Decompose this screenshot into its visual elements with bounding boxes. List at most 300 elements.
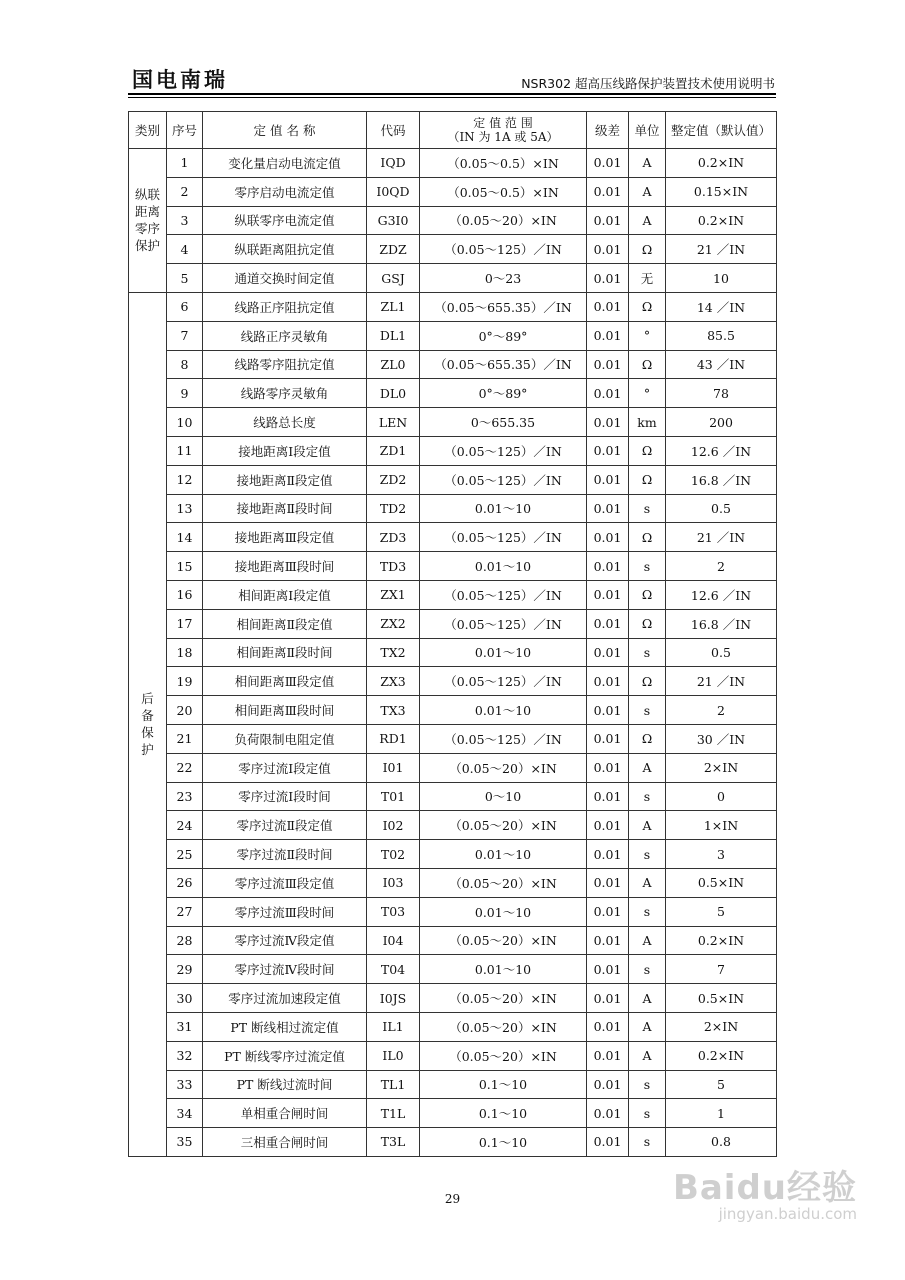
cell-index: 25 bbox=[167, 840, 203, 869]
cell-range: 0.01～10 bbox=[420, 552, 587, 581]
cell-name: 相间距离Ⅲ段定值 bbox=[203, 667, 367, 696]
table-row bbox=[129, 638, 777, 667]
table-row bbox=[129, 149, 777, 178]
table-row bbox=[129, 868, 777, 897]
cell-range: 0.1～10 bbox=[420, 1099, 587, 1128]
cell-name: 零序过流Ⅱ段定值 bbox=[203, 811, 367, 840]
cell-unit: s bbox=[629, 782, 666, 811]
cell-range: （0.05～125）／IN bbox=[420, 667, 587, 696]
cell-default: 78 bbox=[666, 379, 777, 408]
cell-code: I01 bbox=[367, 753, 420, 782]
table-row bbox=[129, 696, 777, 725]
cell-code: IL0 bbox=[367, 1041, 420, 1070]
cell-default: 5 bbox=[666, 897, 777, 926]
cell-range: （0.05～20）×IN bbox=[420, 753, 587, 782]
cell-index: 8 bbox=[167, 350, 203, 379]
cell-name: PT 断线过流时间 bbox=[203, 1070, 367, 1099]
cell-step: 0.01 bbox=[587, 206, 629, 235]
cell-step: 0.01 bbox=[587, 292, 629, 321]
cell-default: 12.6 ／IN bbox=[666, 436, 777, 465]
cell-code: ZL0 bbox=[367, 350, 420, 379]
cell-code: ZD1 bbox=[367, 436, 420, 465]
table-row bbox=[129, 465, 777, 494]
cell-default: 0.5×IN bbox=[666, 984, 777, 1013]
table-row bbox=[129, 436, 777, 465]
table-row bbox=[129, 235, 777, 264]
table-row bbox=[129, 552, 777, 581]
col-header-range-line2: （IN 为 1A 或 5A） bbox=[447, 130, 559, 144]
cell-name: PT 断线相过流定值 bbox=[203, 1012, 367, 1041]
cell-range: （0.05～0.5）×IN bbox=[420, 177, 587, 206]
cell-range: 0～10 bbox=[420, 782, 587, 811]
table-row bbox=[129, 724, 777, 753]
cell-unit: Ω bbox=[629, 609, 666, 638]
cell-step: 0.01 bbox=[587, 1041, 629, 1070]
cell-default: 10 bbox=[666, 264, 777, 293]
cell-code: DL0 bbox=[367, 379, 420, 408]
table-row bbox=[129, 984, 777, 1013]
header-rule bbox=[128, 93, 776, 95]
cell-name: 三相重合闸时间 bbox=[203, 1128, 367, 1157]
cell-index: 17 bbox=[167, 609, 203, 638]
cell-code: GSJ bbox=[367, 264, 420, 293]
cell-code: T1L bbox=[367, 1099, 420, 1128]
table-row bbox=[129, 782, 777, 811]
cell-unit: s bbox=[629, 840, 666, 869]
cell-default: 0.2×IN bbox=[666, 1041, 777, 1070]
table-row bbox=[129, 350, 777, 379]
cell-name: 零序过流Ⅲ段时间 bbox=[203, 897, 367, 926]
cell-step: 0.01 bbox=[587, 753, 629, 782]
cell-index: 28 bbox=[167, 926, 203, 955]
cell-unit: km bbox=[629, 408, 666, 437]
cell-range: （0.05～125）／IN bbox=[420, 465, 587, 494]
cell-index: 18 bbox=[167, 638, 203, 667]
cell-name: 接地距离Ⅲ段时间 bbox=[203, 552, 367, 581]
cell-unit: A bbox=[629, 984, 666, 1013]
cell-code: TX3 bbox=[367, 696, 420, 725]
cell-code: TL1 bbox=[367, 1070, 420, 1099]
cell-step: 0.01 bbox=[587, 264, 629, 293]
cell-name: 相间距离Ⅱ段时间 bbox=[203, 638, 367, 667]
cell-code: IL1 bbox=[367, 1012, 420, 1041]
cell-name: 零序过流Ⅱ段时间 bbox=[203, 840, 367, 869]
table-row bbox=[129, 753, 777, 782]
cell-name: 零序过流Ⅳ段时间 bbox=[203, 955, 367, 984]
cell-index: 21 bbox=[167, 724, 203, 753]
cell-step: 0.01 bbox=[587, 696, 629, 725]
cell-code: I0JS bbox=[367, 984, 420, 1013]
cell-default: 2×IN bbox=[666, 1012, 777, 1041]
table-row bbox=[129, 667, 777, 696]
category-cell bbox=[129, 292, 167, 1156]
cell-name: 相间距离Ⅱ段定值 bbox=[203, 609, 367, 638]
cell-code: I03 bbox=[367, 868, 420, 897]
cell-name: 线路正序灵敏角 bbox=[203, 321, 367, 350]
table-row bbox=[129, 321, 777, 350]
cell-index: 14 bbox=[167, 523, 203, 552]
brand-logo: 国电南瑞 bbox=[132, 67, 228, 92]
cell-step: 0.01 bbox=[587, 580, 629, 609]
cell-index: 19 bbox=[167, 667, 203, 696]
cell-index: 2 bbox=[167, 177, 203, 206]
table-row bbox=[129, 292, 777, 321]
cell-range: 0.1～10 bbox=[420, 1128, 587, 1157]
cell-index: 12 bbox=[167, 465, 203, 494]
cell-step: 0.01 bbox=[587, 984, 629, 1013]
cell-step: 0.01 bbox=[587, 177, 629, 206]
table-row bbox=[129, 494, 777, 523]
cell-code: G3I0 bbox=[367, 206, 420, 235]
cell-index: 20 bbox=[167, 696, 203, 725]
cell-name: 单相重合闸时间 bbox=[203, 1099, 367, 1128]
cell-range: 0～655.35 bbox=[420, 408, 587, 437]
cell-name: 接地距离Ⅱ段定值 bbox=[203, 465, 367, 494]
cell-default: 30 ／IN bbox=[666, 724, 777, 753]
cell-name: 线路零序灵敏角 bbox=[203, 379, 367, 408]
cell-range: 0.01～10 bbox=[420, 638, 587, 667]
cell-range: （0.05～655.35）／IN bbox=[420, 292, 587, 321]
cell-step: 0.01 bbox=[587, 811, 629, 840]
cell-index: 4 bbox=[167, 235, 203, 264]
table-row bbox=[129, 580, 777, 609]
cell-code: I0QD bbox=[367, 177, 420, 206]
cell-step: 0.01 bbox=[587, 465, 629, 494]
cell-step: 0.01 bbox=[587, 1070, 629, 1099]
table-row bbox=[129, 955, 777, 984]
cell-index: 16 bbox=[167, 580, 203, 609]
cell-code: T04 bbox=[367, 955, 420, 984]
cell-range: （0.05～125）／IN bbox=[420, 436, 587, 465]
cell-index: 11 bbox=[167, 436, 203, 465]
cell-step: 0.01 bbox=[587, 897, 629, 926]
cell-unit: s bbox=[629, 638, 666, 667]
cell-name: 接地距离Ⅲ段定值 bbox=[203, 523, 367, 552]
table-row bbox=[129, 1070, 777, 1099]
cell-name: PT 断线零序过流定值 bbox=[203, 1041, 367, 1070]
cell-name: 零序过流Ⅲ段定值 bbox=[203, 868, 367, 897]
cell-step: 0.01 bbox=[587, 235, 629, 264]
cell-default: 0.8 bbox=[666, 1128, 777, 1157]
cell-name: 零序启动电流定值 bbox=[203, 177, 367, 206]
cell-index: 7 bbox=[167, 321, 203, 350]
cell-unit: A bbox=[629, 811, 666, 840]
cell-code: LEN bbox=[367, 408, 420, 437]
cell-name: 相间距离Ⅲ段时间 bbox=[203, 696, 367, 725]
cell-step: 0.01 bbox=[587, 1099, 629, 1128]
cell-code: ZL1 bbox=[367, 292, 420, 321]
col-header-range-line1: 定 值 范 围 bbox=[473, 116, 533, 130]
cell-step: 0.01 bbox=[587, 149, 629, 178]
cell-range: （0.05～20）×IN bbox=[420, 1041, 587, 1070]
cell-range: （0.05～20）×IN bbox=[420, 926, 587, 955]
cell-unit: A bbox=[629, 1041, 666, 1070]
cell-range: （0.05～655.35）／IN bbox=[420, 350, 587, 379]
cell-default: 0.2×IN bbox=[666, 926, 777, 955]
cell-default: 85.5 bbox=[666, 321, 777, 350]
cell-step: 0.01 bbox=[587, 1128, 629, 1157]
table-row bbox=[129, 1041, 777, 1070]
cell-default: 0.5 bbox=[666, 638, 777, 667]
cell-index: 10 bbox=[167, 408, 203, 437]
table-row bbox=[129, 408, 777, 437]
cell-name: 零序过流Ⅰ段定值 bbox=[203, 753, 367, 782]
cell-range: 0.01～10 bbox=[420, 696, 587, 725]
cell-default: 12.6 ／IN bbox=[666, 580, 777, 609]
cell-step: 0.01 bbox=[587, 408, 629, 437]
cell-index: 31 bbox=[167, 1012, 203, 1041]
cell-step: 0.01 bbox=[587, 609, 629, 638]
cell-range: （0.05～20）×IN bbox=[420, 868, 587, 897]
cell-default: 16.8 ／IN bbox=[666, 609, 777, 638]
cell-default: 7 bbox=[666, 955, 777, 984]
header-rule-thin bbox=[128, 97, 776, 98]
cell-unit: A bbox=[629, 206, 666, 235]
cell-range: 0°～89° bbox=[420, 321, 587, 350]
cell-range: 0.01～10 bbox=[420, 840, 587, 869]
watermark bbox=[673, 1160, 857, 1223]
cell-name: 负荷限制电阻定值 bbox=[203, 724, 367, 753]
cell-unit: Ω bbox=[629, 523, 666, 552]
table-row bbox=[129, 897, 777, 926]
cell-range: （0.05～20）×IN bbox=[420, 206, 587, 235]
cell-index: 26 bbox=[167, 868, 203, 897]
table-row bbox=[129, 177, 777, 206]
cell-unit: ° bbox=[629, 379, 666, 408]
cell-range: 0°～89° bbox=[420, 379, 587, 408]
cell-name: 接地距离Ⅱ段时间 bbox=[203, 494, 367, 523]
cell-step: 0.01 bbox=[587, 926, 629, 955]
table-row bbox=[129, 1099, 777, 1128]
cell-unit: Ω bbox=[629, 465, 666, 494]
cell-default: 1 bbox=[666, 1099, 777, 1128]
table-row bbox=[129, 840, 777, 869]
cell-unit: Ω bbox=[629, 580, 666, 609]
cell-index: 5 bbox=[167, 264, 203, 293]
col-header-default: 整定值（默认值） bbox=[666, 112, 777, 149]
cell-index: 9 bbox=[167, 379, 203, 408]
col-header-category: 类别 bbox=[129, 112, 167, 149]
cell-range: 0.1～10 bbox=[420, 1070, 587, 1099]
cell-step: 0.01 bbox=[587, 379, 629, 408]
cell-code: DL1 bbox=[367, 321, 420, 350]
cell-unit: s bbox=[629, 955, 666, 984]
cell-default: 2 bbox=[666, 696, 777, 725]
cell-index: 23 bbox=[167, 782, 203, 811]
cell-index: 34 bbox=[167, 1099, 203, 1128]
cell-default: 16.8 ／IN bbox=[666, 465, 777, 494]
cell-name: 通道交换时间定值 bbox=[203, 264, 367, 293]
cell-default: 21 ／IN bbox=[666, 667, 777, 696]
cell-unit: Ω bbox=[629, 436, 666, 465]
cell-default: 0.2×IN bbox=[666, 206, 777, 235]
category-label: 后备保护 bbox=[141, 691, 154, 758]
cell-default: 0.15×IN bbox=[666, 177, 777, 206]
cell-unit: A bbox=[629, 1012, 666, 1041]
cell-default: 2 bbox=[666, 552, 777, 581]
cell-name: 线路总长度 bbox=[203, 408, 367, 437]
cell-code: T03 bbox=[367, 897, 420, 926]
cell-unit: s bbox=[629, 494, 666, 523]
cell-default: 200 bbox=[666, 408, 777, 437]
cell-default: 5 bbox=[666, 1070, 777, 1099]
cell-code: T02 bbox=[367, 840, 420, 869]
cell-name: 相间距离Ⅰ段定值 bbox=[203, 580, 367, 609]
cell-unit: Ω bbox=[629, 667, 666, 696]
cell-index: 27 bbox=[167, 897, 203, 926]
cell-default: 14 ／IN bbox=[666, 292, 777, 321]
col-header-name: 定 值 名 称 bbox=[203, 112, 367, 149]
cell-unit: A bbox=[629, 868, 666, 897]
cell-range: （0.05～125）／IN bbox=[420, 523, 587, 552]
cell-range: （0.05～0.5）×IN bbox=[420, 149, 587, 178]
cell-range: 0～23 bbox=[420, 264, 587, 293]
cell-step: 0.01 bbox=[587, 552, 629, 581]
table-header-row bbox=[129, 112, 777, 149]
cell-code: T01 bbox=[367, 782, 420, 811]
cell-code: IQD bbox=[367, 149, 420, 178]
table-row bbox=[129, 264, 777, 293]
col-header-index: 序号 bbox=[167, 112, 203, 149]
cell-code: TD2 bbox=[367, 494, 420, 523]
cell-name: 零序过流Ⅰ段时间 bbox=[203, 782, 367, 811]
cell-step: 0.01 bbox=[587, 638, 629, 667]
cell-code: TX2 bbox=[367, 638, 420, 667]
cell-range: 0.01～10 bbox=[420, 955, 587, 984]
cell-range: （0.05～20）×IN bbox=[420, 1012, 587, 1041]
cell-unit: Ω bbox=[629, 235, 666, 264]
cell-range: （0.05～20）×IN bbox=[420, 984, 587, 1013]
cell-unit: s bbox=[629, 1099, 666, 1128]
cell-name: 接地距离Ⅰ段定值 bbox=[203, 436, 367, 465]
cell-name: 纵联距离阻抗定值 bbox=[203, 235, 367, 264]
cell-code: ZX1 bbox=[367, 580, 420, 609]
table-row bbox=[129, 523, 777, 552]
cell-range: （0.05～125）／IN bbox=[420, 235, 587, 264]
table-row bbox=[129, 1012, 777, 1041]
cell-index: 3 bbox=[167, 206, 203, 235]
cell-code: ZX2 bbox=[367, 609, 420, 638]
settings-table bbox=[128, 111, 777, 1157]
cell-unit: 无 bbox=[629, 264, 666, 293]
table-row bbox=[129, 1128, 777, 1157]
cell-code: ZD2 bbox=[367, 465, 420, 494]
cell-unit: Ω bbox=[629, 724, 666, 753]
cell-step: 0.01 bbox=[587, 350, 629, 379]
cell-unit: s bbox=[629, 897, 666, 926]
cell-step: 0.01 bbox=[587, 667, 629, 696]
category-cell bbox=[129, 149, 167, 293]
cell-range: （0.05～125）／IN bbox=[420, 609, 587, 638]
cell-step: 0.01 bbox=[587, 321, 629, 350]
cell-index: 32 bbox=[167, 1041, 203, 1070]
cell-step: 0.01 bbox=[587, 840, 629, 869]
cell-step: 0.01 bbox=[587, 1012, 629, 1041]
cell-step: 0.01 bbox=[587, 724, 629, 753]
cell-name: 线路正序阻抗定值 bbox=[203, 292, 367, 321]
cell-default: 1×IN bbox=[666, 811, 777, 840]
cell-index: 35 bbox=[167, 1128, 203, 1157]
cell-name: 变化量启动电流定值 bbox=[203, 149, 367, 178]
cell-code: ZD3 bbox=[367, 523, 420, 552]
cell-code: ZX3 bbox=[367, 667, 420, 696]
table-row bbox=[129, 206, 777, 235]
cell-index: 30 bbox=[167, 984, 203, 1013]
cell-unit: Ω bbox=[629, 292, 666, 321]
category-label: 纵联距离零序保护 bbox=[134, 187, 160, 254]
cell-name: 零序过流Ⅳ段定值 bbox=[203, 926, 367, 955]
cell-step: 0.01 bbox=[587, 436, 629, 465]
cell-default: 3 bbox=[666, 840, 777, 869]
cell-range: （0.05～125）／IN bbox=[420, 724, 587, 753]
cell-range: （0.05～20）×IN bbox=[420, 811, 587, 840]
cell-default: 21 ／IN bbox=[666, 523, 777, 552]
cell-index: 13 bbox=[167, 494, 203, 523]
cell-unit: Ω bbox=[629, 350, 666, 379]
cell-index: 15 bbox=[167, 552, 203, 581]
cell-unit: A bbox=[629, 753, 666, 782]
cell-unit: s bbox=[629, 696, 666, 725]
cell-default: 2×IN bbox=[666, 753, 777, 782]
col-header-range bbox=[420, 112, 587, 149]
cell-unit: A bbox=[629, 149, 666, 178]
cell-name: 零序过流加速段定值 bbox=[203, 984, 367, 1013]
cell-default: 0.2×IN bbox=[666, 149, 777, 178]
cell-index: 24 bbox=[167, 811, 203, 840]
cell-unit: s bbox=[629, 1070, 666, 1099]
cell-default: 0.5 bbox=[666, 494, 777, 523]
cell-index: 22 bbox=[167, 753, 203, 782]
cell-step: 0.01 bbox=[587, 782, 629, 811]
cell-unit: s bbox=[629, 552, 666, 581]
cell-default: 43 ／IN bbox=[666, 350, 777, 379]
cell-code: ZDZ bbox=[367, 235, 420, 264]
cell-range: 0.01～10 bbox=[420, 494, 587, 523]
watermark-url: jingyan.baidu.com bbox=[718, 1205, 857, 1223]
cell-name: 线路零序阻抗定值 bbox=[203, 350, 367, 379]
cell-unit: A bbox=[629, 177, 666, 206]
cell-step: 0.01 bbox=[587, 523, 629, 552]
page-number: 29 bbox=[444, 1192, 461, 1206]
cell-unit: s bbox=[629, 1128, 666, 1157]
cell-unit: A bbox=[629, 926, 666, 955]
cell-step: 0.01 bbox=[587, 868, 629, 897]
cell-step: 0.01 bbox=[587, 955, 629, 984]
cell-index: 29 bbox=[167, 955, 203, 984]
watermark-logo: Baidu经验 bbox=[672, 1168, 857, 1208]
cell-name: 纵联零序电流定值 bbox=[203, 206, 367, 235]
col-header-code: 代码 bbox=[367, 112, 420, 149]
cell-index: 1 bbox=[167, 149, 203, 178]
cell-range: （0.05～125）／IN bbox=[420, 580, 587, 609]
cell-range: 0.01～10 bbox=[420, 897, 587, 926]
cell-code: RD1 bbox=[367, 724, 420, 753]
table-row bbox=[129, 379, 777, 408]
cell-step: 0.01 bbox=[587, 494, 629, 523]
cell-code: T3L bbox=[367, 1128, 420, 1157]
cell-default: 0 bbox=[666, 782, 777, 811]
cell-default: 21 ／IN bbox=[666, 235, 777, 264]
cell-default: 0.5×IN bbox=[666, 868, 777, 897]
col-header-unit: 单位 bbox=[629, 112, 666, 149]
cell-index: 6 bbox=[167, 292, 203, 321]
table-row bbox=[129, 811, 777, 840]
table-row bbox=[129, 926, 777, 955]
col-header-step: 级差 bbox=[587, 112, 629, 149]
table-row bbox=[129, 609, 777, 638]
cell-unit: ° bbox=[629, 321, 666, 350]
cell-code: I02 bbox=[367, 811, 420, 840]
